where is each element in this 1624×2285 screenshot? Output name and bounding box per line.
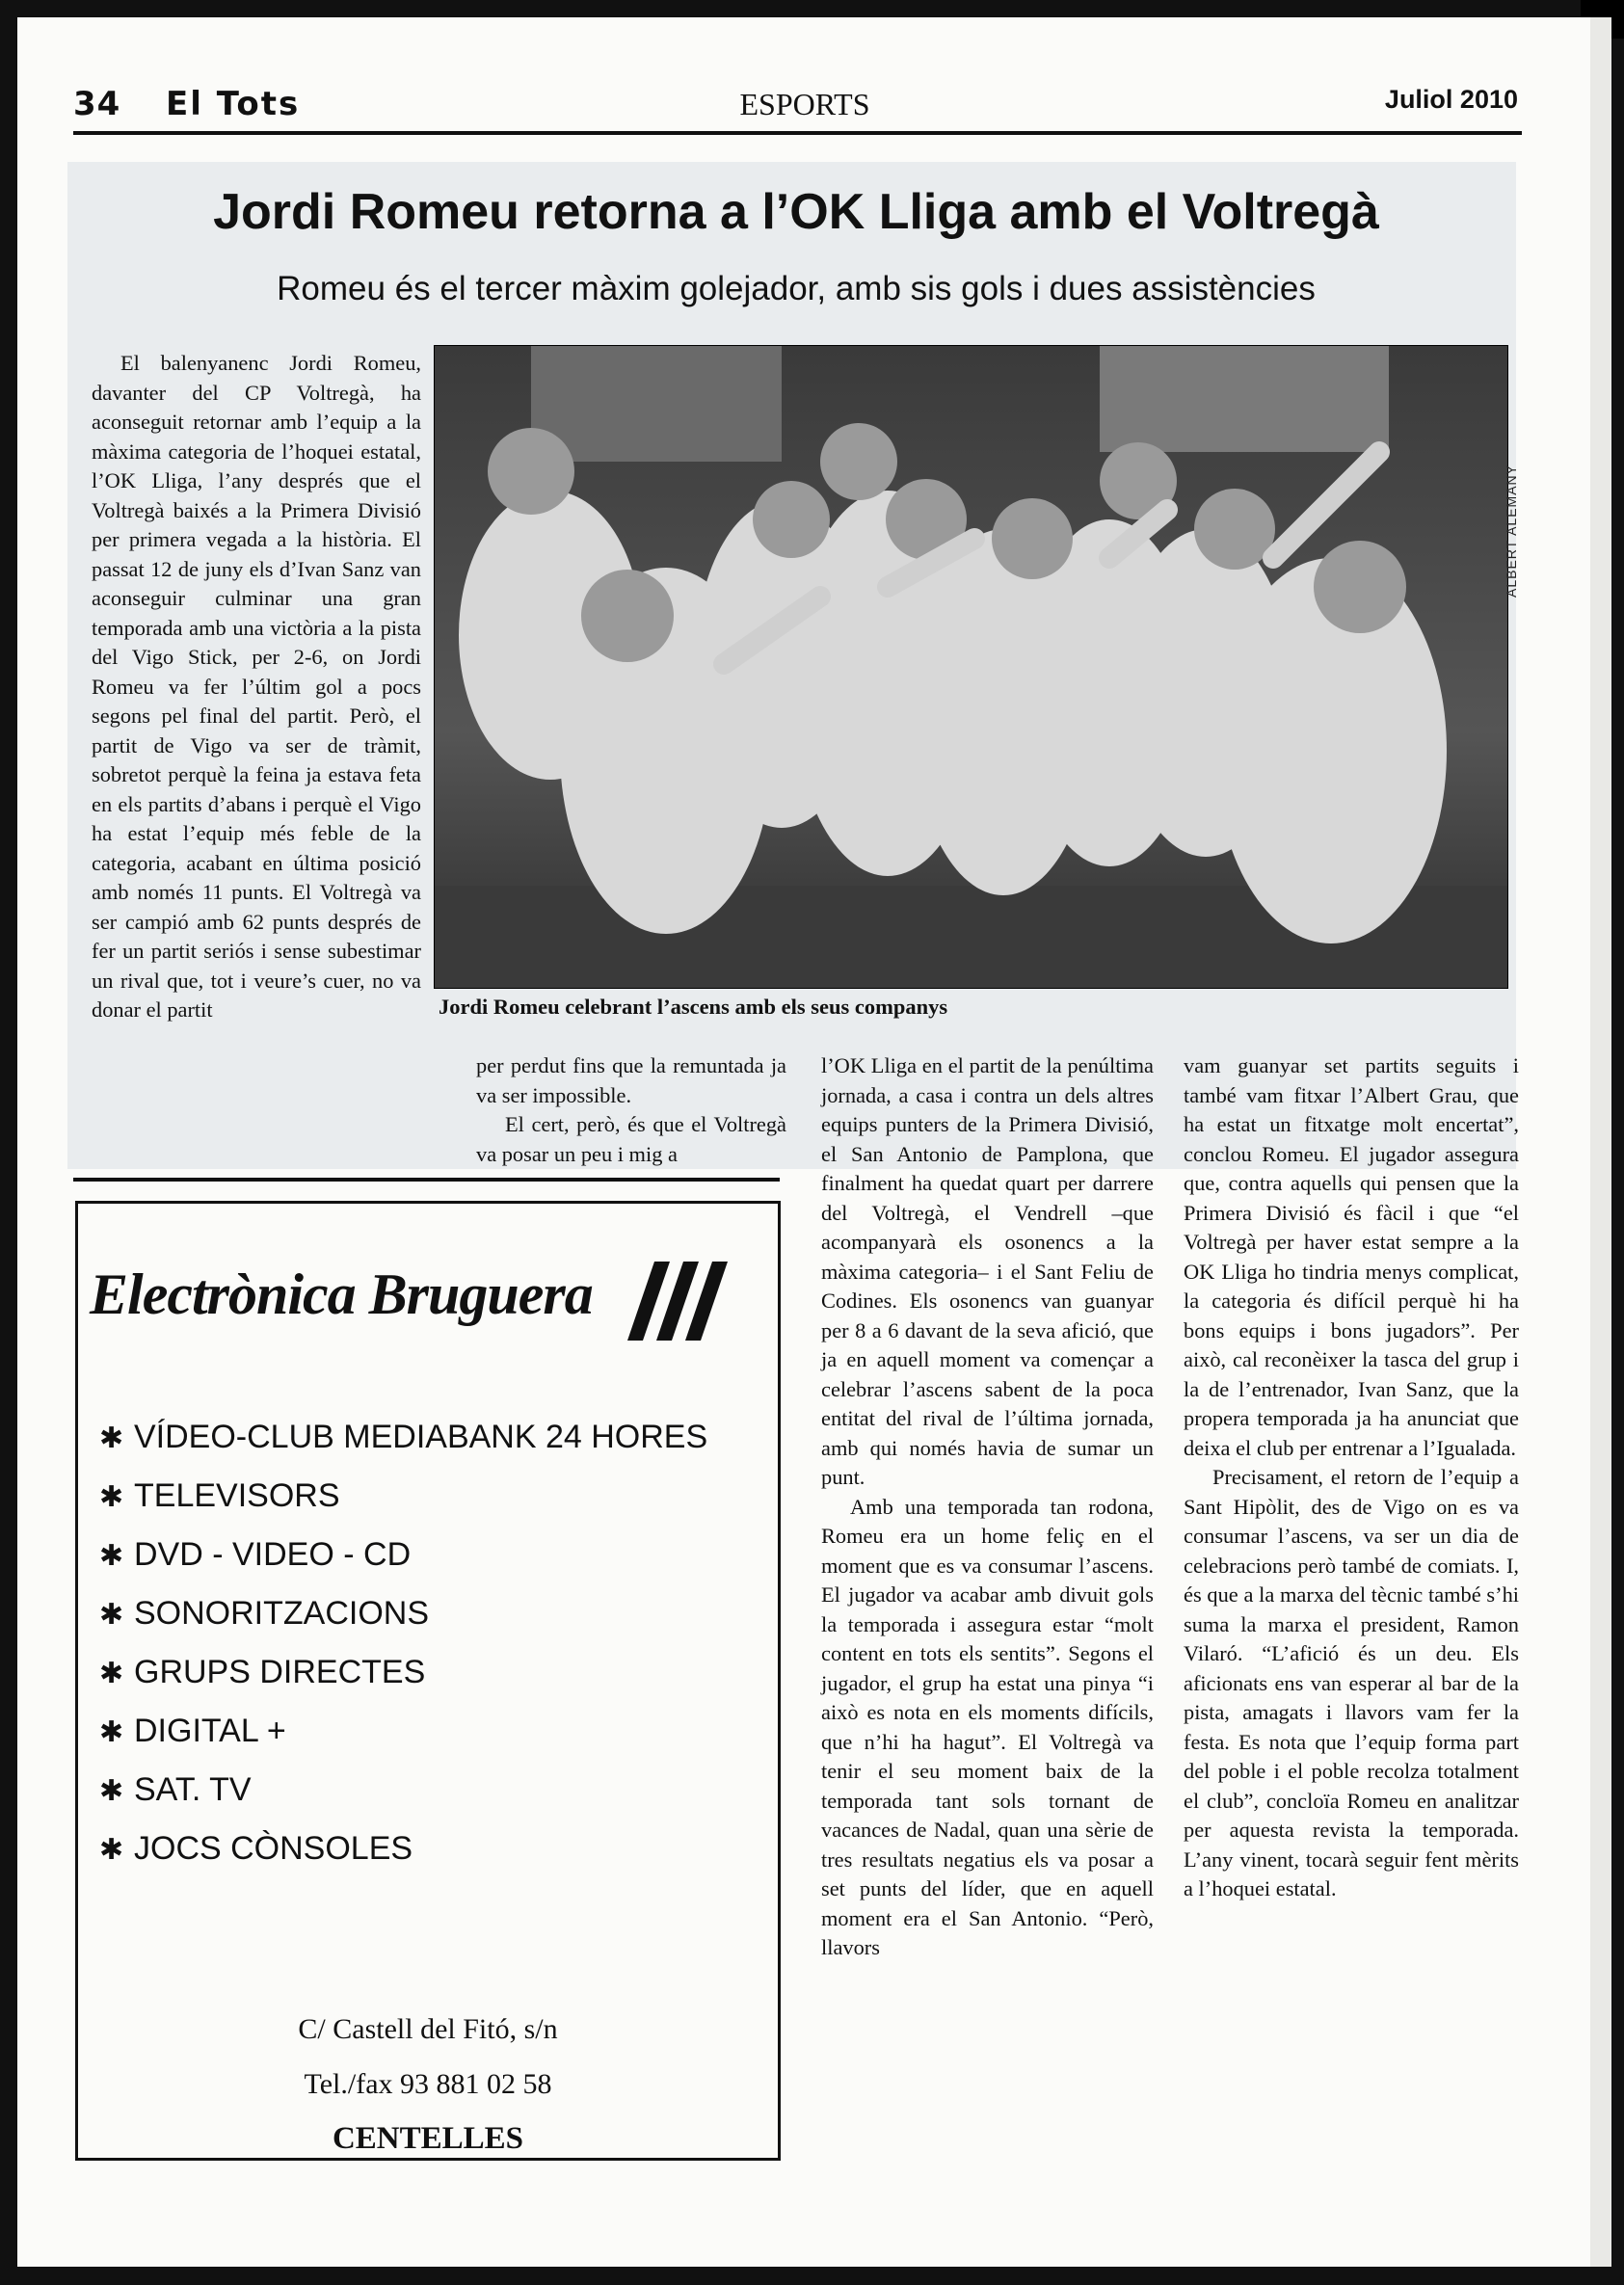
photo-credit: ALBERT ALEMANY xyxy=(1504,465,1519,598)
asterisk-icon: ✱ xyxy=(99,1658,124,1689)
asterisk-icon: ✱ xyxy=(99,1481,124,1513)
asterisk-icon: ✱ xyxy=(99,1599,124,1631)
ad-service-item: ✱ TELEVISORS xyxy=(99,1467,707,1526)
section-name: ESPORTS xyxy=(739,87,870,121)
photo-illustration xyxy=(435,346,1507,988)
paragraph: Amb una temporada tan rodona, Romeu era un home feliç en el moment que es va consumar l’ascens. El jugador va acabar amb divuit gols la temporada i assegura estar “molt content en tots els sentits”. Segons el jugador, el grup ha estat una pinya “i això es nota en els moments difícils, que n’hi ha hagut”. El Voltregà va tenir el seu moment baix de la temporada tant sols tornant de vacances de Nadal, quan una sèrie de tres resultats negatius els va posar a set punts del líder, que en aquell moment era el San Antonio. “Però, llavors xyxy=(821,1494,1154,1959)
paragraph: El balenyanenc Jordi Romeu, davanter del CP Voltregà, ha aconseguit retornar amb l’equip a la màxima categoria de l’hoquei estatal, l’OK Lliga, l’any després que el Voltregà baixés a la Primera Divisió per primera vegada a la història. El passat 12 de juny els d’Ivan Sanz van aconseguir culminar una gran temporada amb una victòria a la pista del Vigo Stick, per 2-6, on Jordi Romeu va fer l’últim gol a pocs segons pel final del partit. Però, el partit de Vigo va ser de tràmit, sobretot perquè la feina ja estava feta en els partits d’abans i perquè el Vigo ha estat l’equip més feble de la categoria, acabant en última posició amb només 11 punts. El Voltregà va ser campió amb 62 punts després de fer un partit seriós i sense subestimar un rival que, tot i veure’s cuer, no va donar el partit xyxy=(92,351,421,1022)
page-edge xyxy=(1590,17,1611,2267)
paragraph: l’OK Lliga en el partit de la penúltima jornada, a casa i contra un dels altres equips punters de la Primera Divisió, el San Antonio de Pamplona, que finalment ha quedat quart per darrere del Voltregà, el Vendrell –que acompanyarà els osonencs a la màxima categoria– i el Sant Feliu de Codines. Els osonencs van guanyar per 8 a 6 davant de la seva afició, que ja en aquell moment va començar a celebrar l’ascens sabent de la poca entitat del rival de l’última jornada, amb qui només havia de sumar un punt. xyxy=(821,1053,1154,1489)
issue-date: Juliol 2010 xyxy=(1384,85,1518,114)
article-subtitle: Romeu és el tercer màxim golejador, amb sis gols i dues assistències xyxy=(277,270,1316,307)
ad-service-item: ✱ DVD - VIDEO - CD xyxy=(99,1526,707,1584)
ad-business-name: Electrònica Bruguera xyxy=(90,1262,593,1326)
ad-top-rule xyxy=(73,1178,780,1182)
article-column-1 xyxy=(92,349,421,1025)
header-rule xyxy=(73,131,1522,135)
asterisk-icon: ✱ xyxy=(99,1540,124,1572)
asterisk-icon: ✱ xyxy=(99,1422,124,1454)
paragraph: Precisament, el retorn de l’equip a Sant Hipòlit, des de Vigo on es va consumar l’ascens, va ser un dia de celebracions però també de comiats. I, és que a la marxa del tècnic també s’hi suma la marxa el president, Ramon Vilaró. “L’afició és un deu. Els aficionats ens van esperar al bar de la pista, amagats i llavors vam fer la festa. Es nota que l’equip forma part del poble i el poble recolza totalment el club”, concloïa Romeu en analitzar per aquesta revista la temporada. L’any vinent, tocarà seguir fent mèrits a l’hoquei estatal. xyxy=(1184,1465,1519,1900)
magazine-name: El Tots xyxy=(166,85,301,123)
ad-services-list xyxy=(99,1408,707,1878)
article-title: Jordi Romeu retorna a l’OK Lliga amb el Voltregà xyxy=(213,184,1379,240)
article-column-3 xyxy=(821,1051,1154,1963)
ad-service-item: ✱ GRUPS DIRECTES xyxy=(99,1643,707,1702)
ad-address: C/ Castell del Fitó, s/n xyxy=(298,2013,558,2045)
article-column-4 xyxy=(1184,1051,1519,1904)
slashes-logo-icon xyxy=(627,1252,733,1348)
photo-caption: Jordi Romeu celebrant l’ascens amb els seus companys xyxy=(439,995,948,1019)
ad-service-item: ✱ VÍDEO-CLUB MEDIABANK 24 HORES xyxy=(99,1408,707,1467)
ad-service-item: ✱ SONORITZACIONS xyxy=(99,1584,707,1643)
advertisement xyxy=(75,1201,781,2161)
ad-town: CENTELLES xyxy=(332,2121,524,2156)
ad-service-item: ✱ SAT. TV xyxy=(99,1761,707,1820)
paragraph: vam guanyar set partits seguits i també vam fitxar l’Albert Grau, que ha estat un fitxatge molt encertat”, conclou Romeu. El jugador assegura que, contra aquells qui pensen que la Primera Divisió és fàcil i que “el Voltregà per haver estat sempre a la OK Lliga ho tindria menys complicat, la categoria és difícil perquè hi ha bons equips i bons jugadors”. Per això, cal reconèixer la tasca del grup i la de l’entrenador, Ivan Sanz, que la propera temporada ja ha anunciat que deixa el club per entrenar a l’Igualada. xyxy=(1184,1053,1519,1460)
team-celebration-photo xyxy=(434,345,1508,989)
ad-phone: Tel./fax 93 881 02 58 xyxy=(304,2068,552,2100)
paragraph: per perdut fins que la remuntada ja va ser impossible. xyxy=(476,1053,786,1107)
paragraph: El cert, però, és que el Voltregà va posar un peu i mig a xyxy=(476,1112,786,1166)
asterisk-icon: ✱ xyxy=(99,1834,124,1866)
ad-service-item: ✱ JOCS CÒNSOLES xyxy=(99,1820,707,1878)
asterisk-icon: ✱ xyxy=(99,1716,124,1748)
ad-service-item: ✱ DIGITAL + xyxy=(99,1702,707,1761)
article-column-2 xyxy=(476,1051,786,1169)
asterisk-icon: ✱ xyxy=(99,1775,124,1807)
page-number: 34 xyxy=(73,85,121,123)
